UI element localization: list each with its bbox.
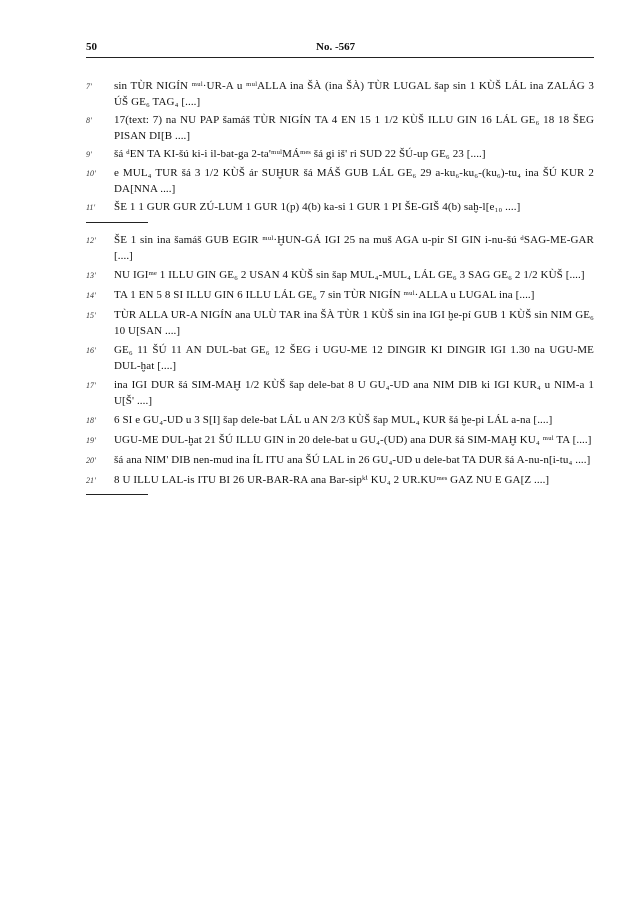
line-text: NU IGIᵐᵉ 1 ILLU GIN GE₆ 2 USAN 4 KÙŠ sin šap MUL₄-MUL₄ LÁL GE₆ 3 SAG GE₆ 2 1/2 KÙŠ [....] [114, 269, 585, 281]
line-entry [86, 267, 594, 284]
line-text: TA 1 EN 5 8 SI ILLU GIN 6 ILLU LÁL GE₆ 7 sin TÙR NIGÍN ᵐᵘˡ·ALLA u LUGAL ina [....] [114, 289, 535, 301]
line-entry [86, 472, 594, 489]
line-number: 12' [86, 236, 96, 245]
line-entry [86, 412, 594, 429]
line-number: 18' [86, 416, 96, 425]
line-text: ŠE 1 sin ina šamáš GUB EGIR ᵐᵘˡ·ḪUN-GÁ IGI 25 na muš AGA u-pir SI GIN i-nu-šú ᵈSAG-ME-GAR [....] [114, 234, 594, 262]
line-entry [86, 165, 594, 197]
line-number: 10' [86, 169, 96, 178]
line-number: 9' [86, 150, 92, 159]
line-number: 11' [86, 203, 96, 212]
line-entry [86, 78, 594, 110]
closing-divider [86, 494, 148, 495]
line-entry [86, 287, 594, 304]
line-number: 15' [86, 311, 96, 320]
line-entry [86, 199, 594, 216]
line-entry [86, 377, 594, 409]
line-text: sin TÙR NIGÍN ᵐᵘˡ·UR-A u ᵐᵘˡALLA ina ŠÀ (ina ŠÀ) TÙR LUGAL šap sin 1 KÙŠ LÁL ina ZALÁG 3 ÚŠ GE₆ TAG₄ [....] [114, 80, 594, 108]
line-text: 6 SI e GU₄-UD u 3 S[I] šap dele-bat LÁL u AN 2/3 KÙŠ šap MUL₄ KUR šá ḫe-pi LÁL a-na [....] [114, 414, 553, 426]
line-number: 21' [86, 476, 96, 485]
line-entry [86, 432, 594, 449]
line-number: 8' [86, 116, 92, 125]
line-entry [86, 146, 594, 163]
line-text: e MUL₄ TUR šá 3 1/2 KÙŠ ár SUḪUR šá MÁŠ GUB LÁL GE₆ 29 a-ku₆-ku₆-(ku₆)-tu₄ ina ŠÚ KUR 2 DA[NNA ....] [114, 167, 594, 195]
line-entry [86, 452, 594, 469]
transliteration-body [86, 78, 594, 495]
line-entry [86, 112, 594, 144]
header-rule [86, 57, 594, 58]
line-entry [86, 307, 594, 339]
line-number: 13' [86, 271, 96, 280]
section-divider [86, 222, 148, 223]
line-number: 19' [86, 436, 96, 445]
line-text: TÙR ALLA UR-A NIGÍN ana ULÙ TAR ina ŠÀ TÙR 1 KÙŠ sin ina IGI ḫe-pí GUB 1 KÙŠ sin NIM GE₆ 10 U[SAN ....] [114, 309, 594, 337]
document-number: No. -567 [316, 41, 356, 53]
line-text: 8 U ILLU LAL-is ITU BI 26 UR-BAR-RA ana Bar-sipᵏⁱ KU₄ 2 UR.KUᵐᵉˢ GAZ NU E GA[Z ....] [114, 474, 550, 486]
line-text: ŠE 1 1 GUR GUR ZÚ-LUM 1 GUR 1(p) 4(b) ka-si 1 GUR 1 PI ŠE-GIŠ 4(b) saḫ-l[e₁₀ ....] [114, 201, 521, 213]
page-number: 50 [86, 41, 97, 53]
line-number: 14' [86, 291, 96, 300]
line-number: 20' [86, 456, 96, 465]
line-text: šá ana NIM' DIB nen-mud ina ÍL ITU ana ŠÚ LAL in 26 GU₄-UD u dele-bat TA DUR šá A-nu-n[i-tu₄ ....] [114, 454, 591, 466]
line-number: 17' [86, 381, 96, 390]
line-text: šá ᵈEN TA KI-šú ki-i il-bat-ga 2-ta'ᵐᵘˡMÁᵐᵉˢ šá gi iš' ri SUD 22 ŠÚ-up GE₆ 23 [....] [114, 148, 486, 160]
line-entry [86, 342, 594, 374]
line-number: 7' [86, 82, 92, 91]
line-text: GE₆ 11 ŠÚ 11 AN DUL-bat GE₆ 12 ŠEG i UGU-ME 12 DINGIR KI DINGIR IGI 1.30 na UGU-ME DUL-ḫat [....] [114, 344, 594, 372]
line-text: UGU-ME DUL-ḫat 21 ŠÚ ILLU GIN in 20 dele-bat u GU₄-(UD) ana DUR šá SIM-MAḪ KU₄ ᵐᵘˡ TA [....] [114, 434, 592, 446]
line-text: ina IGI DUR šá SIM-MAḪ 1/2 KÙŠ šap dele-bat 8 U GU₄-UD ana NIM DIB ki IGI KUR₄ u NIM-a 1 U[Š' ....] [114, 379, 594, 407]
line-text: 17(text: 7) na NU PAP šamáš TÙR NIGÍN TA 4 EN 15 1 1/2 KÙŠ ILLU GIN 16 LÁL GE₆ 18 18 ŠEG PISAN DI[B ....] [114, 114, 594, 142]
line-number: 16' [86, 346, 96, 355]
line-entry [86, 232, 594, 264]
